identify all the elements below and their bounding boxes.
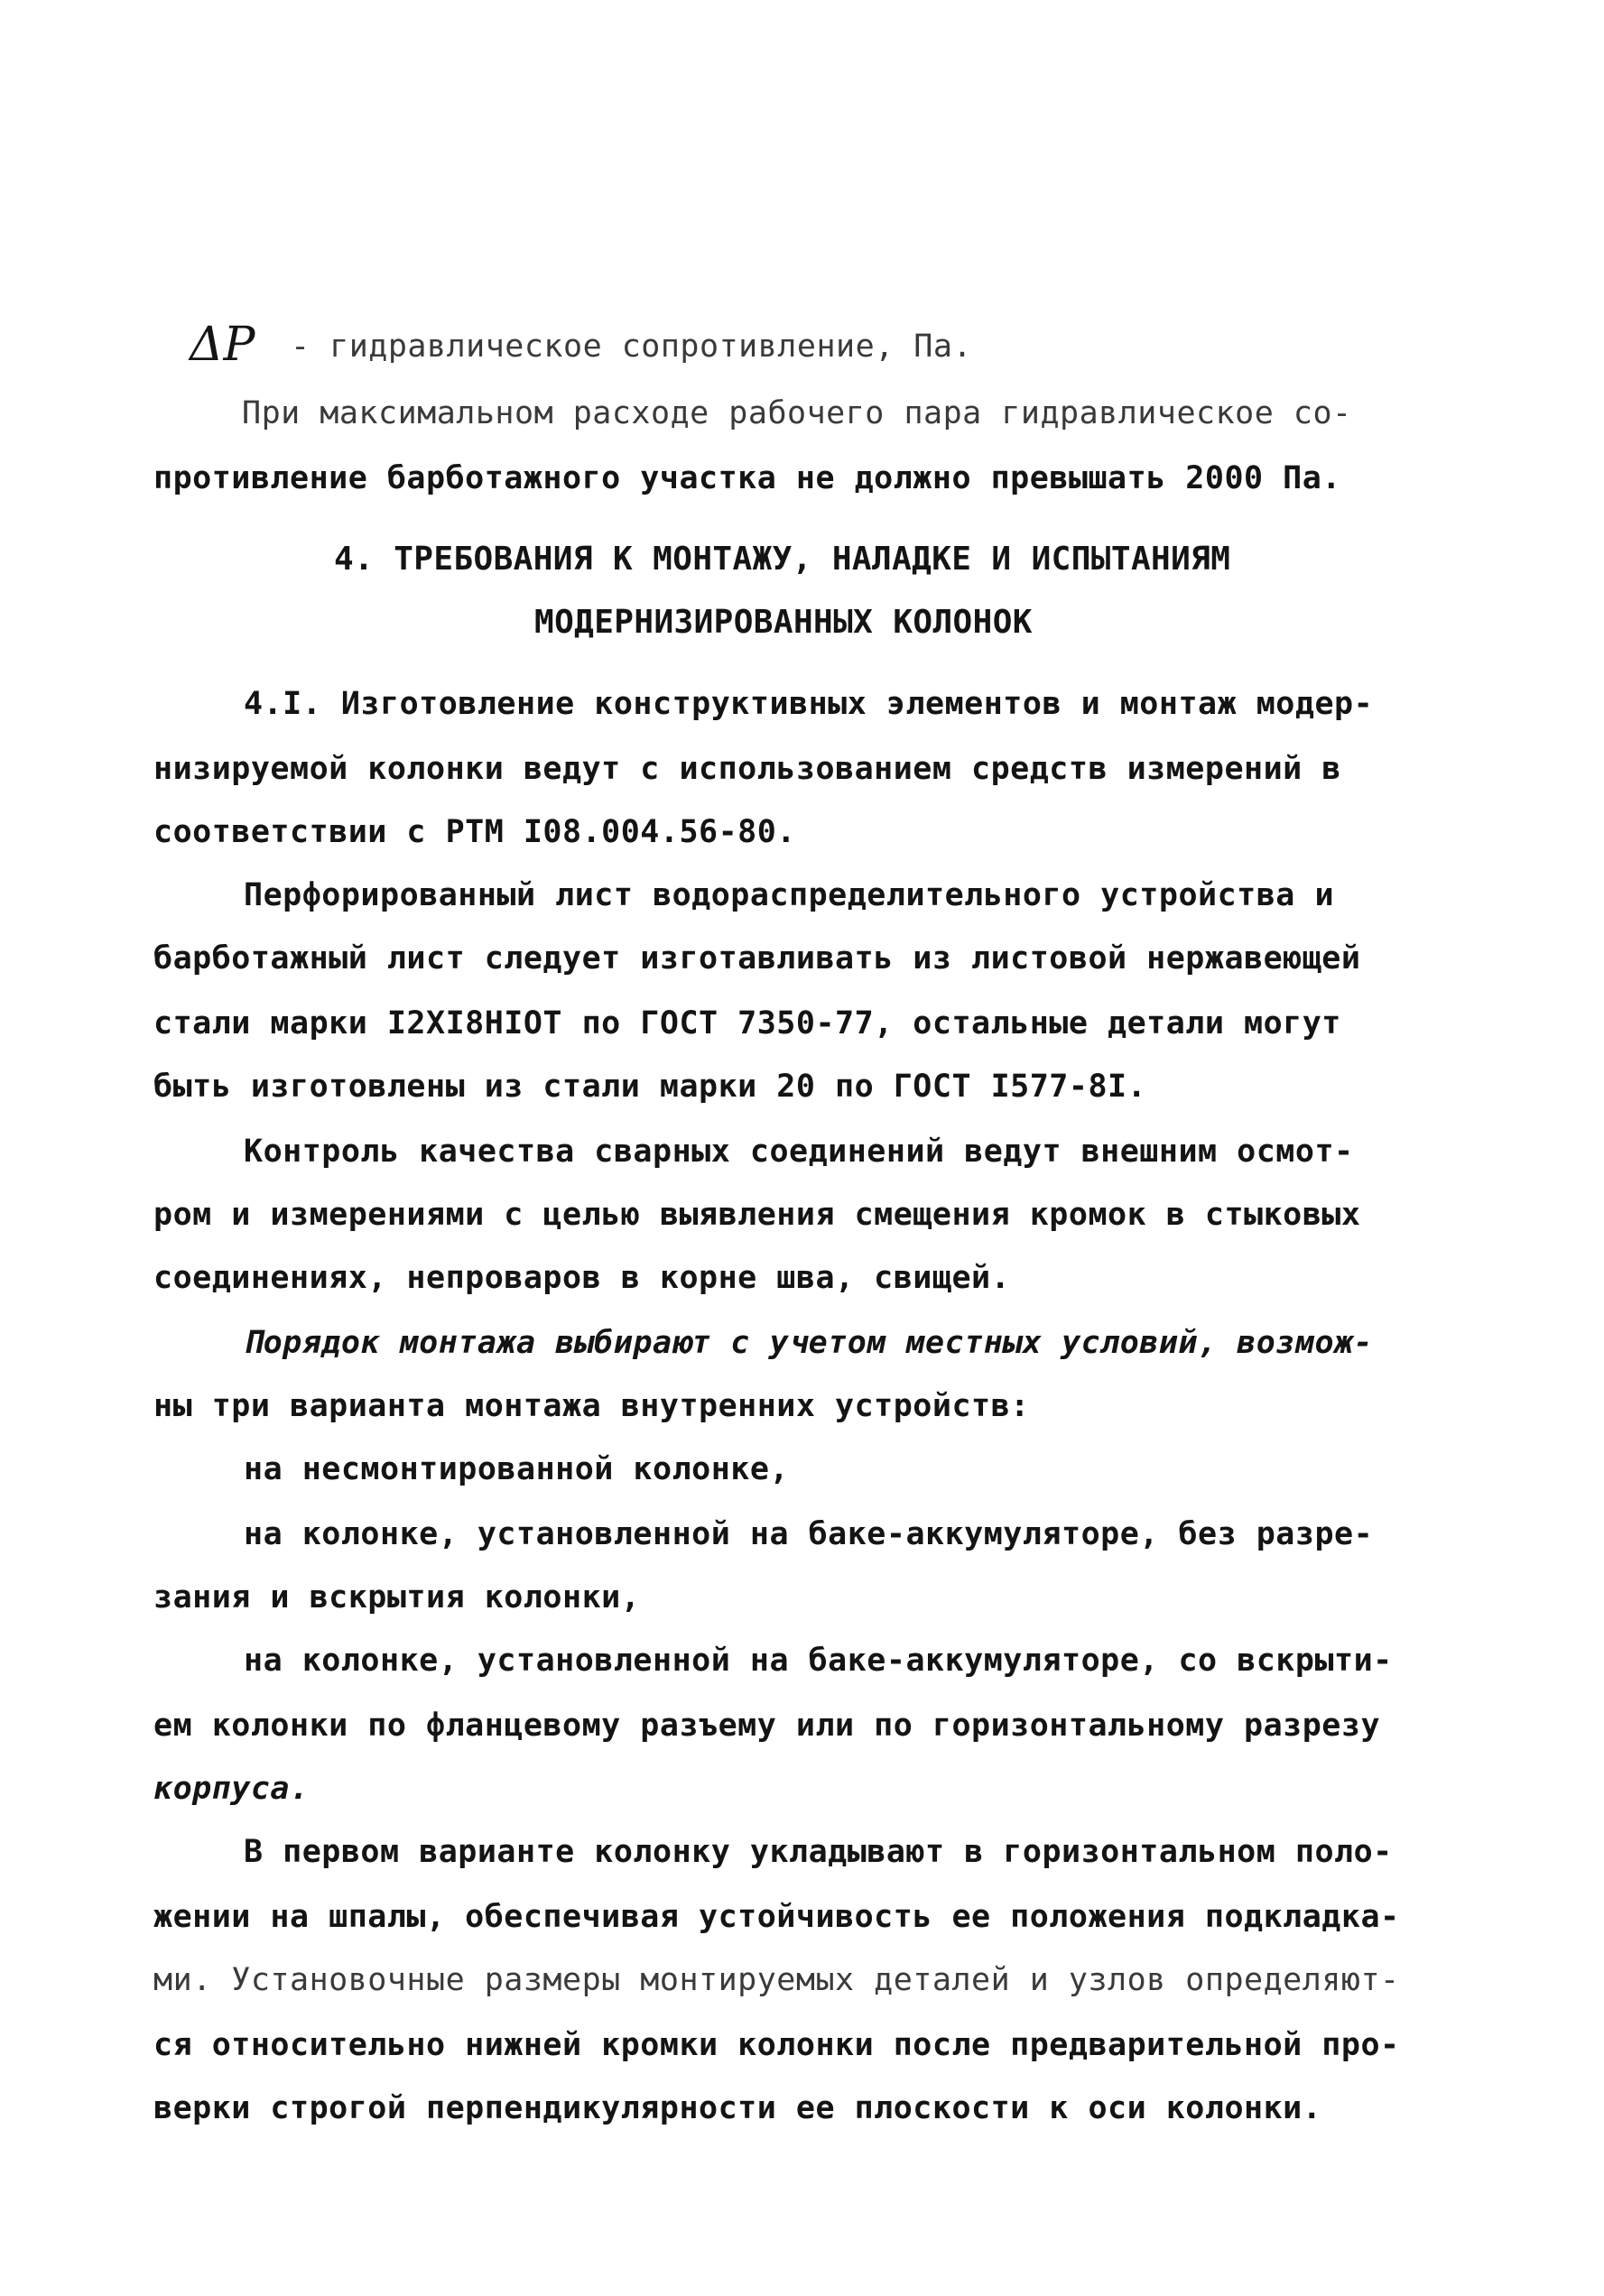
intro-line-3: противление барботажного участка не должно превышать 2000 Па.: [153, 460, 1341, 496]
p2-line-1: Перфорированный лист водораспределительного устройства и: [244, 877, 1335, 913]
p2-line-3: стали марки I2XI8HIOT по ГОСТ 7350-77, остальные детали могут: [153, 1005, 1341, 1042]
variant-3-line-3: корпуса.: [153, 1771, 310, 1807]
p5-line-5: верки строгой перпендикулярности ее плоскости к оси колонки.: [153, 2090, 1322, 2126]
intro-line-2: При максимальном расходе рабочего пара гидравлическое со-: [242, 395, 1352, 431]
p5-line-2: жении на шпалы, обеспечивая устойчивость ее положения подкладка-: [153, 1899, 1400, 1935]
variant-3-line-1: на колонке, установленной на баке-аккумуляторе, со вскрыти-: [244, 1643, 1393, 1679]
section-heading-line-2: МОДЕРНИЗИРОВАННЫХ КОЛОНОК: [534, 604, 1033, 641]
p4-line-1: Порядок монтажа выбирают с учетом местных условий, возмож-: [244, 1325, 1374, 1361]
delta-p-symbol: ΔP: [190, 318, 255, 372]
section-heading-line-1: 4. ТРЕБОВАНИЯ К МОНТАЖУ, НАЛАДКЕ И ИСПЫТАНИЯМ: [334, 541, 1231, 578]
variant-2-line-2: зания и вскрытия колонки,: [153, 1579, 641, 1616]
variant-2-line-1: на колонке, установленной на баке-аккумуляторе, без разре-: [244, 1516, 1374, 1552]
p3-line-3: соединениях, непроваров в корне шва, свищей.: [153, 1260, 1011, 1296]
p4-line-2: ны три варианта монтажа внутренних устройств:: [153, 1388, 1030, 1424]
intro-line-1: - гидравлическое сопротивление, Па.: [291, 329, 973, 365]
p3-line-2: ром и измерениями с целью выявления смещения кромок в стыковых: [153, 1197, 1361, 1233]
p2-line-4: быть изготовлены из стали марки 20 по ГОСТ I577-8I.: [153, 1069, 1147, 1105]
p1-line-2: низируемой колонки ведут с использованием средств измерений в: [153, 751, 1341, 787]
variant-3-line-2: ем колонки по фланцевому разъему или по горизонтальному разрезу: [153, 1708, 1381, 1744]
p5-line-3: ми. Установочные размеры монтируемых деталей и узлов определяют-: [153, 1962, 1400, 1998]
p5-line-4: ся относительно нижней кромки колонки после предварительной про-: [153, 2027, 1400, 2063]
p3-line-1: Контроль качества сварных соединений ведут внешним осмот-: [244, 1134, 1354, 1170]
p1-line-3: соответствии с РТМ I08.004.56-80.: [153, 814, 796, 850]
p2-line-2: барботажный лист следует изготавливать из листовой нержавеющей: [153, 940, 1361, 977]
p5-line-1: В первом варианте колонку укладывают в горизонтальном поло-: [244, 1834, 1393, 1870]
p1-line-1: 4.I. Изготовление конструктивных элементов и монтаж модер-: [244, 686, 1374, 722]
variant-1-line-1: на несмонтированной колонке,: [244, 1451, 790, 1487]
